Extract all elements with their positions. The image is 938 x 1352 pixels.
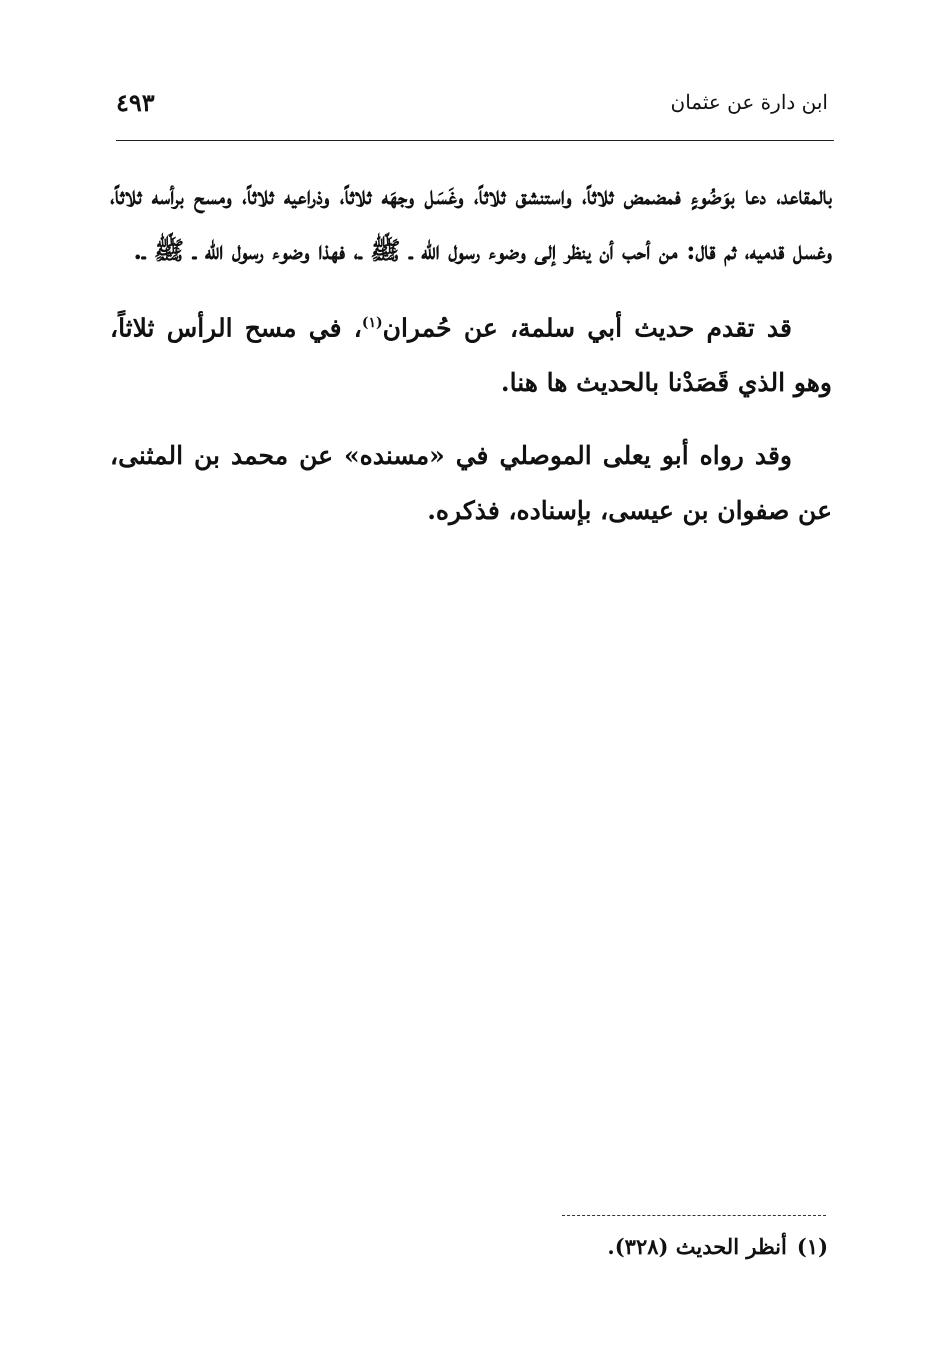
paragraph-1: بالمقاعد، دعا بوَضُوءٍ فمضمض ثلاثاً، واستنشق ثلاثاً، وغَسَل وجهَه ثلاثاً، وذراعيه ثلاثاً، ومسح برأسه ثلاثاً، وغسل قدميه، ثم قال: من أحب أن ينظر إلى وضوء رسول الله ـ ﷺ ـ، فهذا وضوء رسول الله ـ ﷺ ـ. [110, 181, 832, 265]
footnote-text: أنظر الحديث (٣٢٨). [607, 1234, 787, 1259]
page-header [116, 88, 828, 136]
paragraph-3: وقد رواه أبو يعلى الموصلي في «مسنده» عن محمد بن المثنى، عن صفوان بن عيسى، بإسناده، فذكره. [110, 441, 832, 526]
page-number: ٤٩٣ [116, 88, 155, 117]
footnote-rule [562, 1215, 826, 1216]
running-title: ابن دارة عن عثمان [670, 90, 828, 114]
paragraph-2 [110, 296, 832, 410]
footnote-reference: (١) [361, 315, 383, 331]
footnote [607, 1234, 828, 1259]
footnote-number: (١) [796, 1234, 828, 1259]
paragraph-2-text-end: ، في مسح الرأس ثلاثاً، وهو الذي قَصَدْنا بالحديث ها هنا. [110, 313, 832, 398]
paragraph-2-text-start: قد تقدم حديث أبي سلمة، عن حُمران [382, 313, 792, 343]
header-rule [116, 140, 834, 141]
body-text [110, 168, 832, 556]
